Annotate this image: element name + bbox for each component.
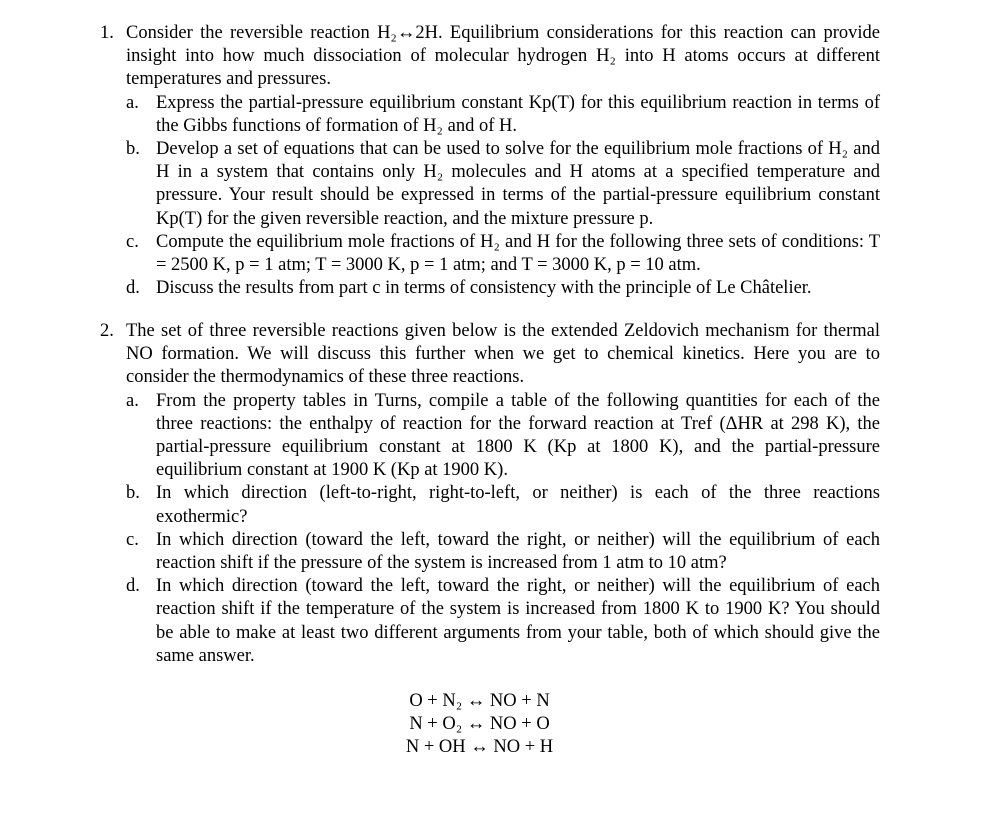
part-text: In which direction (left-to-right, right-to-left, or neither) is each of the three reactions exothermic? (156, 483, 880, 527)
part-text: In which direction (toward the left, toward the right, or neither) will the equilibrium of each reaction shift if the pressure of the system is increased from 1 atm to 10 atm? (156, 529, 880, 574)
question-1-part-a (126, 92, 880, 138)
question-2-number: 2. (100, 321, 114, 341)
part-text: From the property tables in Turns, compile a table of the following quantities for each of the three reactions: the enthalpy of reaction for the forward reaction at Tref (ΔHR at 298 K), the partial-pressure equilibrium constant at 1800 K (Kp at 1800 K), and the partial-pressure equilibrium constant at 1900 K (Kp at 1900 K). (156, 390, 880, 481)
question-2-part-d (126, 575, 880, 668)
question-1-number: 1. (100, 23, 114, 43)
part-text: Compute the equilibrium mole fractions of H₂ and H for the following three sets of conditions: T = 2500 K, p = 1 atm; T = 3000 K, p = 1 atm; and T = 3000 K, p = 10 atm. (156, 231, 880, 276)
part-text: Develop a set of equations that can be used to solve for the equilibrium mole fractions of H₂ and H in a system that contains only H₂ molecules and H atoms at a specified temperature and pressure. Your result should be expressed in terms of the partial-pressure equilibrium constant Kp(T) for the given reversible reaction, and the mixture pressure p. (156, 139, 880, 229)
part-text: Discuss the results from part c in terms of consistency with the principle of Le Châtelier. (156, 278, 812, 299)
reaction-2: N + O₂ ↔ NO + O (409, 714, 550, 734)
question-1-text: Consider the reversible reaction H₂↔2H. Equilibrium considerations for this reaction can provide insight into how much dissociation of molecular hydrogen H₂ into H atoms occurs at different temperatures and pressures. (126, 23, 880, 90)
part-label: d. (126, 278, 140, 299)
question-1-part-b (126, 138, 880, 231)
part-label: d. (126, 576, 140, 597)
question-2-text: The set of three reversible reactions given below is the extended Zeldovich mechanism for thermal NO formation. We will discuss this further when we get to chemical kinetics. Here you are to consider the thermodynamics of these three reactions. (126, 321, 880, 388)
question-1-part-d (126, 277, 880, 300)
question-2-parts (100, 390, 880, 668)
question-2 (100, 320, 880, 668)
question-1 (100, 22, 880, 300)
zeldovich-reactions (0, 690, 981, 759)
part-label: a. (126, 92, 139, 113)
question-2-part-b (126, 482, 880, 528)
part-text: In which direction (toward the left, toward the right, or neither) will the equilibrium of each reaction shift if the temperature of the system is increased from 1800 K to 1900 K? You should be able to make at least two different arguments from your table, both of which should give the same answer. (156, 576, 880, 666)
question-1-parts (100, 92, 880, 301)
question-1-part-c (126, 231, 880, 277)
part-label: a. (126, 390, 139, 411)
reaction-1: O + N₂ ↔ NO + N (409, 691, 550, 711)
part-text: Express the partial-pressure equilibrium constant Kp(T) for this equilibrium reaction in terms of the Gibbs functions of formation of H₂ and of H. (156, 92, 880, 136)
question-2-part-c (126, 529, 880, 575)
part-label: b. (126, 483, 140, 504)
reaction-3: N + OH ↔ NO + H (405, 737, 554, 757)
question-2-part-a (126, 390, 880, 483)
part-label: b. (126, 139, 140, 160)
part-label: c. (126, 231, 139, 252)
part-label: c. (126, 529, 139, 550)
